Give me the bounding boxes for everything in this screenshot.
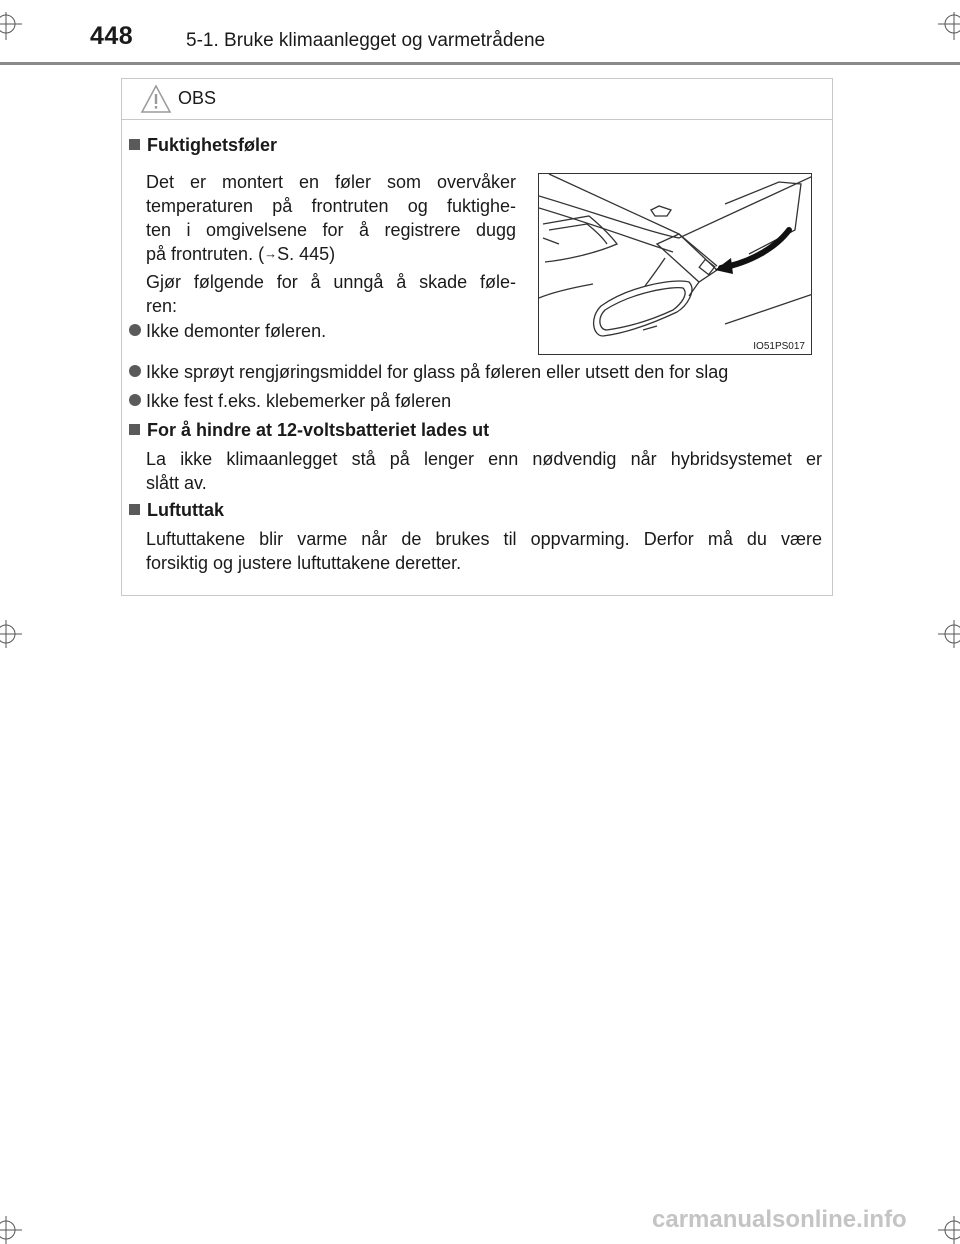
battery-heading — [129, 420, 489, 441]
arrow-right-icon: → — [264, 246, 278, 261]
list-item — [129, 360, 728, 384]
sensor-location-figure — [538, 173, 812, 355]
battery-heading-text: For å hindre at 12-voltsbatteriet lades ut — [147, 420, 490, 440]
crop-mark-mid-left — [0, 620, 30, 650]
sensor-paragraph-1 — [146, 170, 516, 266]
vents-heading-text: Luftuttak — [147, 500, 224, 520]
sensor-heading — [129, 135, 277, 156]
round-bullet-icon — [129, 324, 141, 336]
watermark: carmanualsonline.info — [652, 1206, 907, 1233]
text-line: Det er montert en føler som overvåker — [146, 172, 516, 192]
text-line — [146, 242, 516, 266]
crop-mark-mid-right — [930, 620, 960, 650]
text-line: Gjør følgende for å unngå å skade føle- — [146, 272, 516, 292]
rearview-mirror-sensor-illustration — [539, 174, 812, 355]
list-item-text: Ikke fest f.eks. klebemerker på føleren — [146, 391, 452, 411]
text-line: slått av. — [146, 473, 207, 493]
square-bullet-icon — [129, 424, 140, 435]
crop-mark-top-right — [930, 12, 960, 42]
sensor-heading-text: Fuktighetsføler — [147, 135, 278, 155]
obs-header — [122, 79, 832, 120]
square-bullet-icon — [129, 504, 140, 515]
vents-paragraph — [146, 527, 822, 575]
text-fragment: på frontruten. ( — [146, 244, 265, 264]
text-line: forsiktig og justere luftuttakene deretter. — [146, 553, 462, 573]
page-reference-link[interactable] — [264, 244, 335, 264]
list-item — [129, 319, 326, 343]
crop-mark-bottom-right — [930, 1214, 960, 1244]
obs-label: OBS — [178, 88, 217, 108]
text-line: La ikke klimaanlegget stå på lenger enn nødvendig når hybridsystemet er — [146, 449, 822, 469]
figure-code: IO51PS017 — [753, 341, 805, 352]
crop-mark-top-left — [0, 12, 30, 42]
square-bullet-icon — [129, 139, 140, 150]
text-line: ren: — [146, 296, 178, 316]
list-item — [129, 389, 451, 413]
text-line: ten i omgivelsene for å registrere dugg — [146, 220, 516, 240]
warning-triangle-icon — [140, 84, 172, 119]
round-bullet-icon — [129, 365, 141, 377]
round-bullet-icon — [129, 394, 141, 406]
list-item-text: Ikke sprøyt rengjøringsmiddel for glass på føleren eller utsett den for slag — [146, 362, 729, 382]
page-reference-text: S. 445) — [277, 244, 336, 264]
text-line: Luftuttakene blir varme når de brukes til oppvarming. Derfor må du være — [146, 529, 822, 549]
header-rule — [0, 62, 960, 65]
battery-paragraph — [146, 447, 822, 495]
vents-heading — [129, 500, 224, 521]
page-number: 448 — [90, 22, 134, 50]
text-line: temperaturen på frontruten og fuktighe- — [146, 196, 516, 216]
sensor-paragraph-2 — [146, 270, 516, 318]
section-title: 5-1. Bruke klimaanlegget og varmetrådene — [186, 30, 546, 51]
list-item-text: Ikke demonter føleren. — [146, 321, 327, 341]
crop-mark-bottom-left — [0, 1214, 30, 1244]
